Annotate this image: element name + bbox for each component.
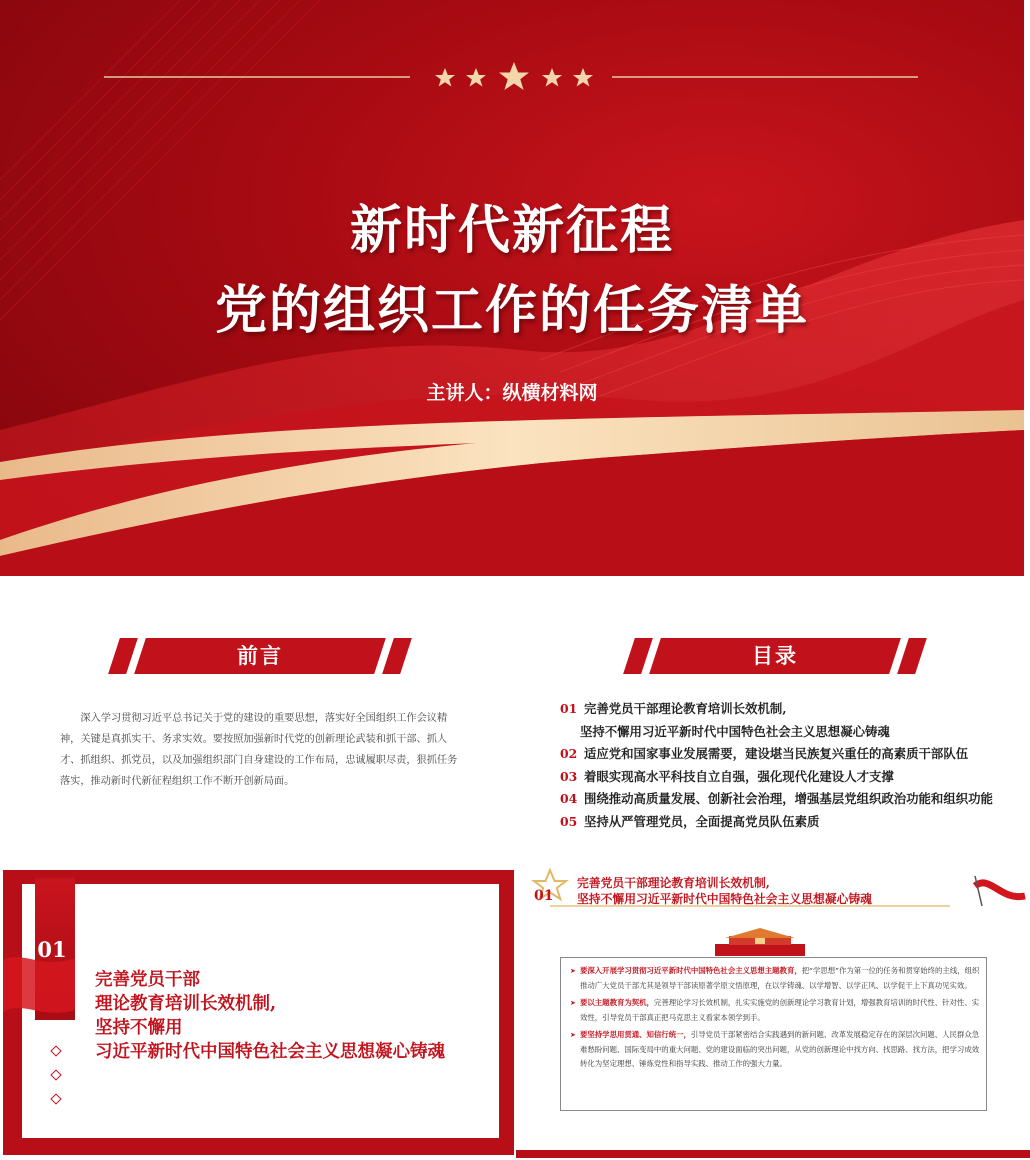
toc-item[interactable] — [560, 766, 1020, 789]
content-title — [577, 875, 937, 907]
arrow-bullet-icon: ➤ — [570, 967, 576, 975]
paragraph-lead: 要深入开展学习贯彻习近平新时代中国特色社会主义思想主题教育， — [580, 966, 802, 975]
toc-text: 适应党和国家事业发展需要，建设堪当民族复兴重任的高素质干部队伍 — [584, 746, 969, 761]
content-footer-bar — [516, 1150, 1030, 1158]
section-title-line: 习近平新时代中国特色社会主义思想凝心铸魂 — [95, 1042, 445, 1062]
toc-item[interactable] — [560, 788, 1020, 811]
preface-heading: 前言 — [237, 643, 283, 668]
toc-number: 02 — [560, 746, 578, 761]
preface-text: 深入学习贯彻习近平总书记关于党的建设的重要思想，落实好全国组织工作会议精神，关键是真抓实干、务求实效。要按照加强新时代党的创新理论武装和抓干部、抓人才、抓组织、抓党员，以及加强组织部门自身建设的工作布局，忠诚履职尽责，狠抓任务落实，推动新时代新征程组织工作不断开创新局面。 — [60, 713, 458, 787]
section-title-line: 坚持不懈用 — [95, 1018, 183, 1038]
star-icon — [573, 68, 593, 87]
star-icon — [499, 62, 529, 90]
toc-item-subline[interactable] — [560, 721, 1020, 744]
toc-text: 着眼实现高水平科技自立自强，强化现代化建设人才支撑 — [584, 768, 894, 784]
content-paragraph — [570, 964, 980, 993]
content-title-line: 坚持不懈用习近平新时代中国特色社会主义思想凝心铸魂 — [577, 892, 872, 906]
toc-number: 03 — [560, 768, 578, 784]
arrow-bullet-icon: ➤ — [570, 999, 576, 1007]
star-icon — [435, 68, 455, 87]
toc-number: 05 — [560, 813, 578, 829]
content-paragraph — [570, 1028, 980, 1072]
contents-heading: 目录 — [752, 643, 798, 668]
stars-group — [428, 60, 598, 96]
toc-text: 完善党员干部理论教育培训长效机制, — [584, 701, 787, 716]
toc-number: 01 — [560, 701, 578, 716]
star-icon — [542, 68, 562, 87]
paragraph-text: 引导党员干部紧密结合实践遇到的新问题、改革发展稳定存在的深层次问题、人民群众急难愁盼问题、国际变局中的重大问题、党的建设面临的突出问题，从党的创新理论中找方向、找思路、找方法，把学习成效转化为坚定理想、锤炼党性和指导实践、推动工作的强大力量。 — [580, 1030, 980, 1068]
paragraph-lead: 要以主题教育为契机， — [580, 998, 654, 1007]
content-number: 01 — [534, 888, 554, 904]
section-title-line: 完善党员干部 — [95, 970, 200, 990]
toc-item[interactable] — [560, 743, 1020, 766]
section-number: 01 — [37, 937, 67, 962]
content-title-line: 完善党员干部理论教育培训长效机制, — [577, 876, 770, 890]
toc-list — [560, 698, 1020, 833]
paragraph-lead: 要坚持学思用贯通、知信行统一， — [580, 1030, 691, 1039]
toc-subtext: 坚持不懈用习近平新时代中国特色社会主义思想凝心铸魂 — [580, 723, 890, 739]
section-title — [95, 968, 505, 1064]
content-body — [570, 964, 980, 1075]
paragraph-text: 完善理论学习长效机制，扎实实施党的创新理论学习教育计划，增强教育培训的时代性、针对性、实效性，引导党员干部真正把马克思主义看家本领学到手。 — [580, 998, 980, 1022]
flag-icon — [975, 883, 1025, 897]
cover-slide — [0, 0, 1024, 576]
cover-title-line1: 新时代新征程 — [349, 200, 674, 261]
toc-text: 围绕推动高质量发展、创新社会治理，增强基层党组织政治功能和组织功能 — [584, 791, 993, 806]
contents-banner — [625, 638, 925, 674]
preface-banner — [110, 638, 410, 674]
section-title-line: 理论教育培训长效机制, — [95, 994, 277, 1014]
toc-number: 04 — [560, 791, 578, 806]
paragraph-text: 把“学思想”作为第一位的任务和贯穿始终的主线，组织推动广大党员干部尤其是领导干部读原著学原文悟原理，在以学铸魂、以学增智、以学正风、以学促干上下真功见实效。 — [580, 966, 980, 990]
toc-item[interactable] — [560, 811, 1020, 834]
toc-text: 坚持从严管理党员，全面提高党员队伍素质 — [584, 813, 820, 829]
cover-speaker: 主讲人：纵横材料网 — [426, 382, 598, 404]
tiananmen-icon — [715, 928, 805, 956]
star-icon — [466, 68, 486, 87]
cover-title-line2: 党的组织工作的任务清单 — [214, 280, 809, 341]
toc-item[interactable] — [560, 698, 1020, 721]
arrow-bullet-icon: ➤ — [570, 1031, 576, 1039]
content-paragraph — [570, 996, 980, 1025]
